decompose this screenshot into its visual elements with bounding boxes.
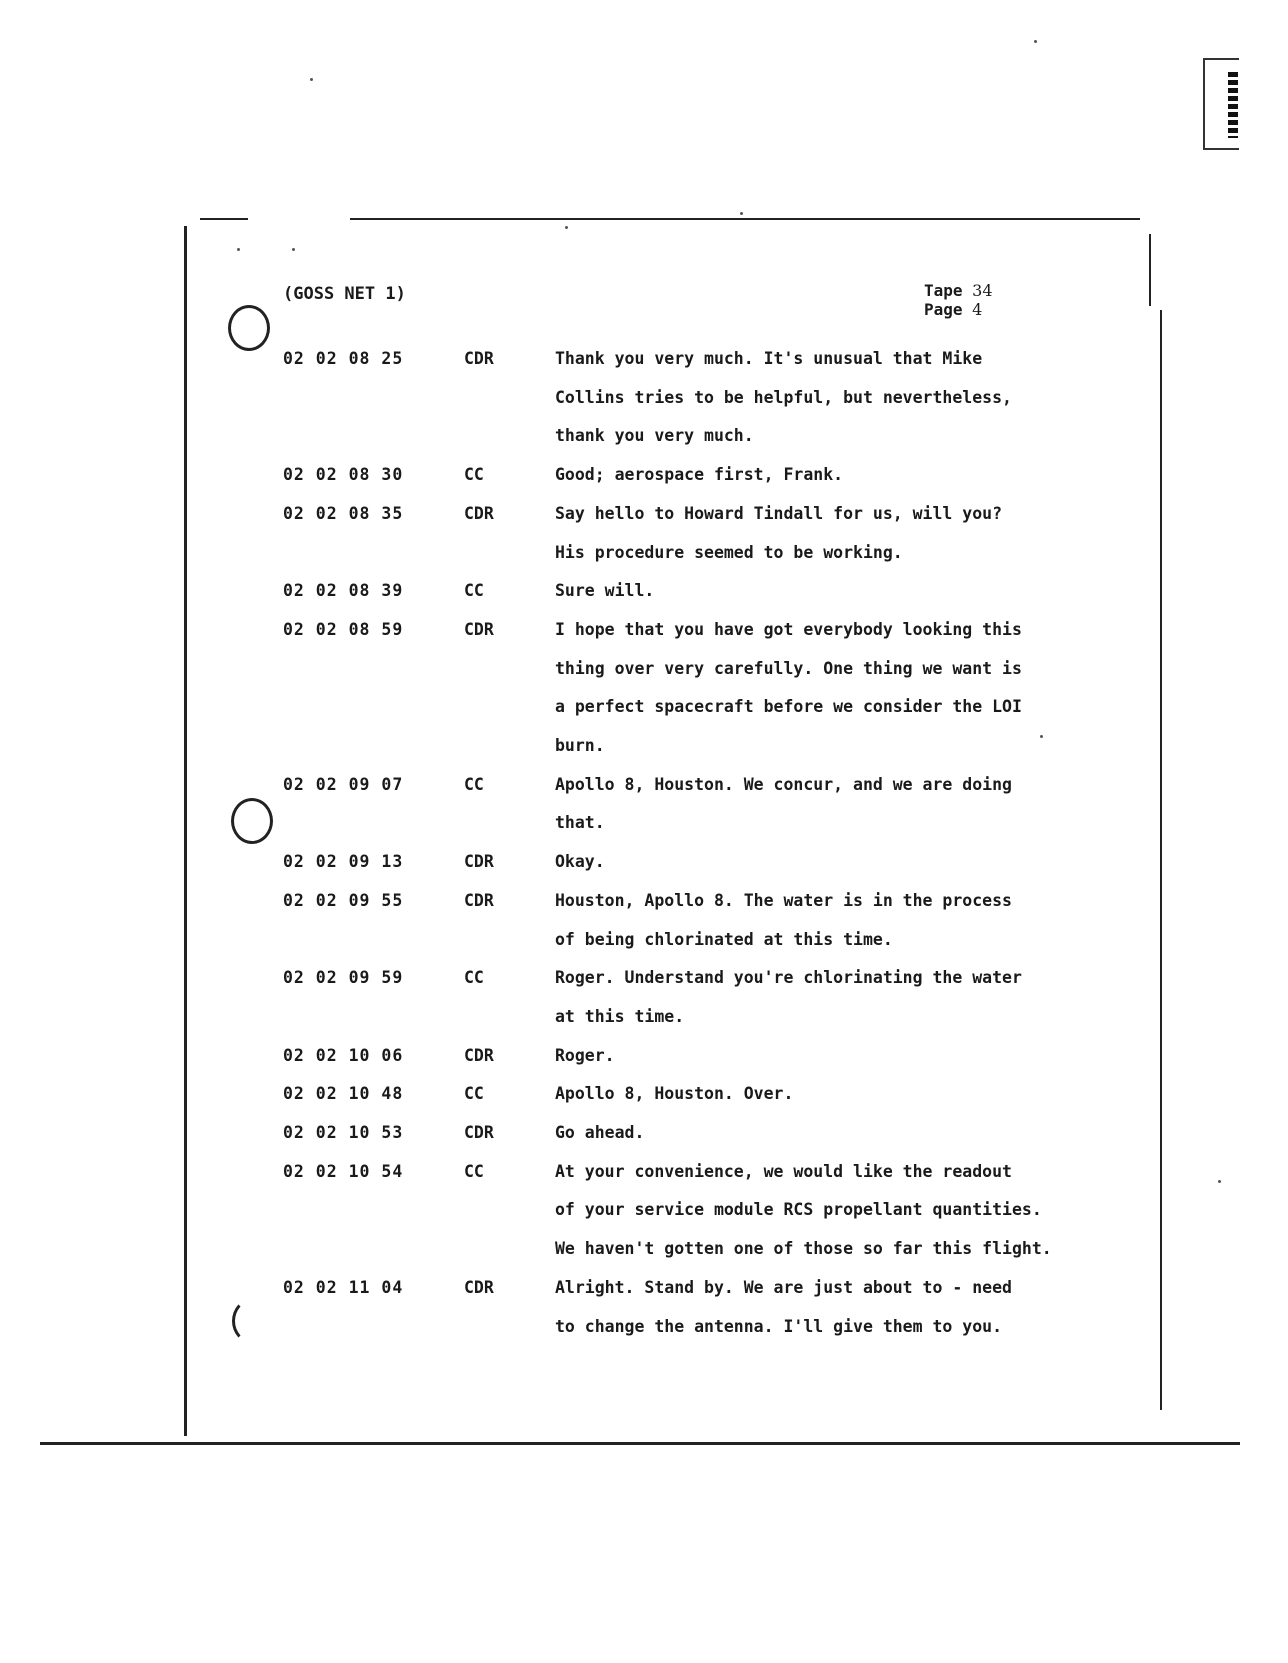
- entry-text-line: Roger.: [555, 1045, 615, 1065]
- right-border-top: [1149, 234, 1151, 306]
- entry-text-line: Thank you very much. It's unusual that Mike: [555, 349, 983, 368]
- corner-stamp-bars: [1228, 72, 1238, 138]
- entry-text: [555, 959, 1075, 1036]
- transcript-entry: [0, 1114, 1288, 1153]
- entry-text-line: Apollo 8, Houston. We concur, and we are doing: [555, 774, 1012, 794]
- entry-timestamp: 02 02 08 39: [283, 581, 404, 601]
- entry-text: [555, 340, 1075, 456]
- entry-text: [555, 572, 1075, 611]
- entry-text: [555, 456, 1075, 495]
- transcript-entry: [0, 766, 1288, 843]
- scan-speck: [1034, 40, 1037, 43]
- scan-speck: [565, 226, 568, 229]
- entry-text-line: Okay.: [555, 852, 605, 872]
- entry-text: [555, 843, 1075, 882]
- entry-text: [555, 611, 1075, 766]
- transcript-entry: [0, 340, 1288, 456]
- top-border-left: [200, 218, 248, 220]
- tape-label: Tape: [924, 281, 963, 300]
- entry-timestamp: 02 02 09 59: [283, 968, 404, 988]
- entry-text-line: We haven't gotten one of those so far this flight.: [555, 1239, 1052, 1259]
- entry-timestamp: 02 02 09 13: [283, 852, 404, 872]
- entry-text-line: His procedure seemed to be working.: [555, 542, 903, 562]
- entry-speaker: CDR: [464, 349, 494, 368]
- entry-text-line: Houston, Apollo 8. The water is in the process: [555, 890, 1012, 910]
- entry-speaker: CDR: [464, 1277, 494, 1297]
- scan-speck: [740, 212, 743, 215]
- entry-text-line: a perfect spacecraft before we consider the LOI: [555, 697, 1022, 717]
- entry-speaker: CC: [464, 1161, 484, 1181]
- entry-text: [555, 1114, 1075, 1153]
- entry-text-line: to change the antenna. I'll give them to you.: [555, 1316, 1003, 1336]
- source-label: (GOSS NET 1): [283, 284, 406, 304]
- entry-text-line: thank you very much.: [555, 426, 754, 446]
- entry-text-line: of your service module RCS propellant quantities.: [555, 1200, 1042, 1220]
- page-line: [924, 300, 993, 319]
- entry-timestamp: 02 02 08 35: [283, 503, 404, 523]
- scan-speck: [292, 248, 295, 251]
- entry-timestamp: 02 02 11 04: [283, 1277, 404, 1297]
- entry-text-line: Apollo 8, Houston. Over.: [555, 1084, 794, 1104]
- entry-timestamp: 02 02 10 48: [283, 1084, 404, 1104]
- page-value: 4: [972, 300, 983, 319]
- entry-timestamp: 02 02 10 54: [283, 1161, 404, 1181]
- entry-speaker: CC: [464, 1084, 484, 1104]
- entry-timestamp: 02 02 08 59: [283, 619, 404, 639]
- entry-speaker: CDR: [464, 852, 494, 872]
- entry-text: [555, 1037, 1075, 1076]
- transcript-entry: [0, 843, 1288, 882]
- entry-text: [555, 495, 1075, 572]
- entry-text-line: I hope that you have got everybody looking this: [555, 619, 1022, 639]
- transcript-entries: [0, 340, 1288, 1346]
- entry-speaker: CDR: [464, 619, 494, 639]
- entry-text-line: thing over very carefully. One thing we want is: [555, 658, 1022, 678]
- transcript-entry: [0, 882, 1288, 959]
- entry-speaker: CDR: [464, 1045, 494, 1065]
- entry-text: [555, 1153, 1075, 1269]
- transcript-entry: [0, 1269, 1288, 1346]
- transcript-entry: [0, 1075, 1288, 1114]
- entry-text-line: Sure will.: [555, 581, 655, 601]
- entry-text-line: Alright. Stand by. We are just about to - need: [555, 1277, 1012, 1297]
- transcript-entry: [0, 495, 1288, 572]
- entry-timestamp: 02 02 08 25: [283, 349, 404, 368]
- tape-line: [924, 281, 993, 300]
- entry-text-line: of being chlorinated at this time.: [555, 929, 893, 949]
- entry-text-line: At your convenience, we would like the readout: [555, 1161, 1012, 1181]
- entry-text: [555, 1075, 1075, 1114]
- entry-timestamp: 02 02 10 53: [283, 1123, 404, 1143]
- entry-text-line: at this time.: [555, 1006, 685, 1026]
- entry-text-line: that.: [555, 813, 605, 833]
- tape-value: 34: [972, 281, 993, 300]
- entry-timestamp: 02 02 08 30: [283, 465, 404, 485]
- entry-speaker: CC: [464, 581, 484, 601]
- entry-text-line: burn.: [555, 736, 605, 756]
- entry-speaker: CC: [464, 465, 484, 485]
- entry-speaker: CDR: [464, 503, 494, 523]
- transcript-entry: [0, 572, 1288, 611]
- entry-speaker: CDR: [464, 890, 494, 910]
- transcript-entry: [0, 959, 1288, 1036]
- entry-speaker: CC: [464, 968, 484, 988]
- page-label: Page: [924, 300, 963, 319]
- transcript-entry: [0, 456, 1288, 495]
- entry-text-line: Good; aerospace first, Frank.: [555, 465, 844, 485]
- entry-text: [555, 766, 1075, 843]
- entry-speaker: CC: [464, 774, 484, 794]
- entry-text: [555, 1269, 1075, 1346]
- tape-page-block: [924, 281, 993, 319]
- entry-timestamp: 02 02 09 07: [283, 774, 404, 794]
- scan-speck: [310, 78, 313, 81]
- transcript-entry: [0, 1153, 1288, 1269]
- entry-text: [555, 882, 1075, 959]
- entry-speaker: CDR: [464, 1123, 494, 1143]
- entry-text-line: Roger. Understand you're chlorinating the water: [555, 968, 1022, 988]
- transcript-entry: [0, 1037, 1288, 1076]
- scan-speck: [237, 248, 240, 251]
- entry-timestamp: 02 02 09 55: [283, 890, 404, 910]
- bottom-border: [40, 1442, 1240, 1445]
- entry-timestamp: 02 02 10 06: [283, 1045, 404, 1065]
- top-border: [350, 218, 1140, 220]
- entry-text-line: Say hello to Howard Tindall for us, will you?: [555, 503, 1003, 523]
- entry-text-line: Collins tries to be helpful, but nevertheless,: [555, 387, 1012, 407]
- transcript-entry: [0, 611, 1288, 766]
- entry-text-line: Go ahead.: [555, 1123, 645, 1143]
